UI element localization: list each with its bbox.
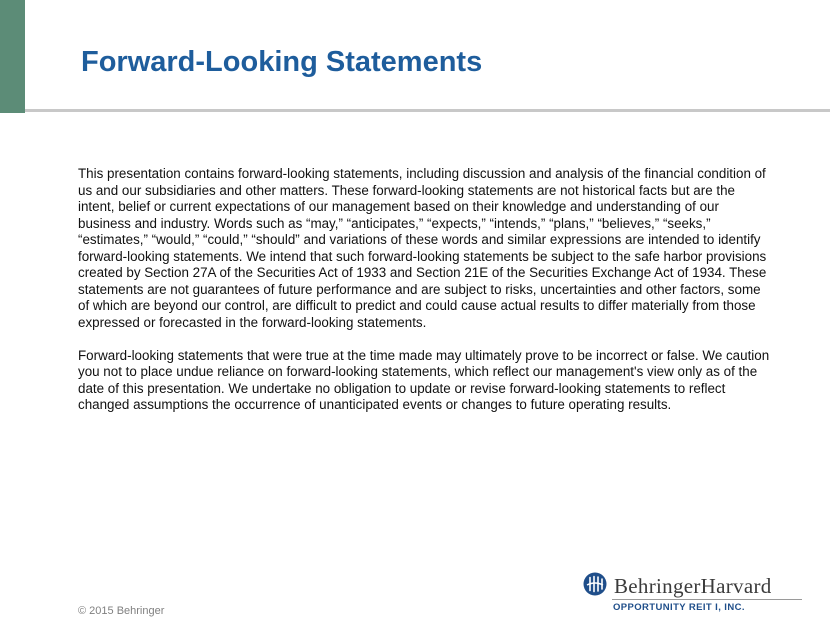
body-paragraph-1: This presentation contains forward-looking statements, including discussion and analysis of the financial condition of us and our subsidiaries and other matters. These forward-looking statements are not historical facts but are the intent, belief or current expectations of our management based on their knowledge and understanding of our business and industry. Words such as “may,” “anticipates,” “expects,” “intends,” “plans,” “believes,” “seeks,” “estimates,” “would,” “could,” “should” and variations of these words and similar expressions are intended to identify forward-looking statements. We intend that such forward-looking statements be subject to the safe harbor provisions created by Section 27A of the Securities Act of 1933 and Section 21E of the Securities Exchange Act of 1934. These statements are not guarantees of future performance and are subject to risks, uncertainties and other factors, some of which are beyond our control, are difficult to predict and could cause actual results to differ materially from those expressed or forecasted in the forward-looking statements. (78, 166, 767, 330)
logo-wordmark: BehringerHarvard (614, 574, 772, 598)
slide-body (78, 166, 770, 414)
logo-emblem-icon (583, 572, 607, 596)
copyright-notice: © 2015 Behringer (78, 605, 165, 617)
side-accent-bar (0, 0, 25, 113)
body-paragraph-2: Forward-looking statements that were true at the time made may ultimately prove to be incorrect or false. We caution you not to place undue reliance on forward-looking statements, which reflect our management's view only as of the date of this presentation. We undertake no obligation to update or revise forward-looking statements to reflect changed assumptions the occurrence of unanticipated events or changes to future operating results. (78, 347, 770, 412)
logo-divider (612, 599, 802, 600)
title-divider (25, 109, 830, 112)
logo-subtitle: OPPORTUNITY REIT I, INC. (613, 602, 745, 613)
slide-title: Forward-Looking Statements (81, 46, 483, 78)
company-logo (580, 569, 810, 617)
